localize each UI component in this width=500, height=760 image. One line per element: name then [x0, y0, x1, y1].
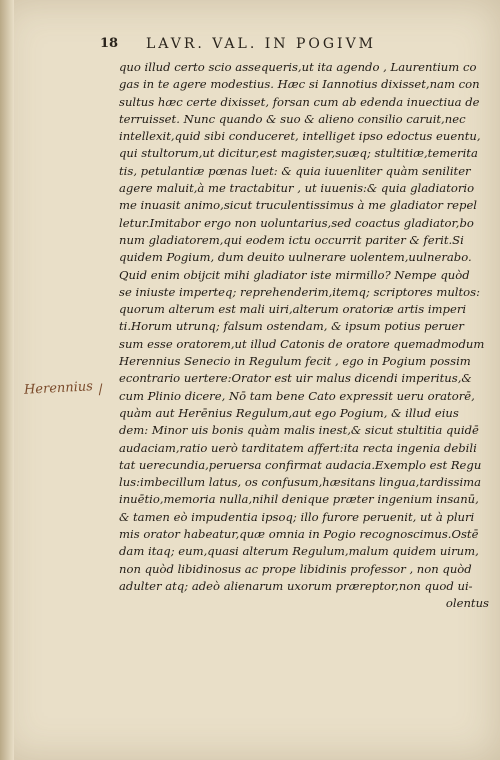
text-line: & tamen eò impudentia ipsoq; illo furore peruenit, ut à pluri: [119, 509, 475, 524]
text-line: quidem Pogium, dum deuito uulnerare uolentem,uulnerabo.: [119, 250, 472, 265]
page-header: [100, 36, 490, 58]
page-number: 18: [100, 36, 119, 51]
text-line: adulter atq; adeò alienarum uxorum præreptor,non quod ui-: [119, 578, 473, 593]
text-line: gas in te agere modestius. Hæc si Iannotius dixisset,nam con: [119, 77, 480, 92]
text-line: dem: Minor uis bonis quàm malis inest,& sicut stultitia quidē: [119, 423, 479, 438]
text-line: se iniuste imperteq; reprehenderim,itemq; scriptores multos:: [119, 284, 480, 299]
text-line: sultus hæc certe dixisset, forsan cum ab edenda inuectiua de: [119, 94, 480, 109]
page-gutter-shadow: [0, 0, 14, 760]
text-line: ti.Horum utrunq; falsum ostendam, & ipsum potius peruer: [119, 319, 464, 334]
text-line: Quid enim obijcit mihi gladiator iste mirmillo? Nempe quòd: [119, 267, 470, 282]
text-line: qui stultorum,ut dicitur,est magister,suæq; stultitiæ,temerita: [119, 146, 478, 161]
text-line: tat uerecundia,peruersa confirmat audacia.Exemplo est Regu: [119, 457, 482, 472]
text-line: audaciam,ratio uerò tarditatem affert:ita recta ingenia debili: [119, 440, 477, 455]
text-line: tis, petulantiæ pœnas luet: & quia iuuenliter quàm seniliter: [119, 163, 471, 178]
text-line: Herennius Senecio in Regulum fecit , ego in Pogium possim: [119, 354, 471, 369]
text-line: sum esse oratorem,ut illud Catonis de oratore quemadmodum: [119, 336, 485, 351]
text-line: agere maluit,à me tractabitur , ut iuuenis:& quia gladiatorio: [119, 181, 475, 196]
text-line: econtrario uertere:Orator est uir malus dicendi imperitus,&: [119, 371, 472, 386]
text-line: cum Plinio dicere, Nō tam bene Cato expressit ueru oratorē,: [119, 388, 475, 403]
text-line: quorum alterum est mali uiri,alterum oratoriæ artis imperi: [119, 302, 467, 317]
text-line: non quòd libidinosus ac prope libidinis professor , non quòd: [119, 561, 472, 576]
marginal-note: Herennius: [23, 379, 94, 398]
text-line: me inuasit animo,sicut truculentissimus à me gladiator repel: [119, 198, 478, 213]
running-title: LAVR. VAL. IN POGIVM: [146, 36, 377, 52]
text-line: letur.Imitabor ergo non uoluntarius,sed coactus gladiator,bo: [119, 215, 474, 230]
text-line: quo illud certo scio assequeris,ut ita agendo , Laurentium co: [119, 60, 477, 74]
text-line: num gladiatorem,qui eodem ictu occurrit pariter & ferit.Si: [119, 232, 464, 247]
text-line: quàm aut Herēnius Regulum,aut ego Pogium, & illud eius: [119, 405, 459, 420]
text-line: intellexit,quid sibi conduceret, intelliget ipso edoctus euentu,: [119, 129, 481, 144]
text-line: terruisset. Nunc quando & suo & alieno consilio caruit,nec: [119, 111, 466, 126]
marginal-note-mark: [99, 383, 108, 396]
text-line: dam itaq; eum,quasi alterum Regulum,malum quidem uirum,: [119, 544, 479, 559]
text-line: olentus: [445, 596, 489, 611]
body-text: [119, 59, 489, 613]
text-line: inuētio,memoria nulla,nihil denique præter ingenium insanū,: [119, 492, 479, 507]
text-line: mis orator habeatur,quæ omnia in Pogio recognoscimus.Ostē: [119, 527, 479, 542]
text-line: lus:imbecillum latus, os confusum,hæsitans lingua,tardissima: [119, 475, 482, 490]
